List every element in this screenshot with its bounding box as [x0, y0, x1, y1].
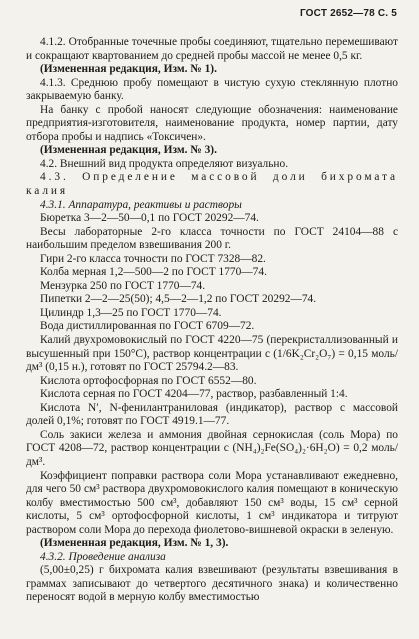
paragraph: Мензурка 250 по ГОСТ 1770—74. — [40, 279, 206, 292]
section-heading: 4.3. Определение массовой доли бихромата калия — [26, 171, 398, 198]
amendment-note: (Измененная редакция, Изм. № 1, 3). — [40, 537, 229, 550]
amendment-note: (Измененная редакция, Изм. № 3). — [40, 144, 217, 157]
paragraph: Калий двухромовокислый по ГОСТ 4220—75 (перекристаллизованный и высушенный при 150°С), раствор концентрации c (1/6K₂Cr₂O₇) = 0,15 моль/дм³ (0,15 н.), готовят по ГОСТ 25794.2—83. — [26, 334, 398, 374]
paragraph: Бюретка 3—2—50—0,1 по ГОСТ 20292—74. — [40, 212, 259, 225]
paragraph: 4.2. Внешний вид продукта определяют визуально. — [40, 157, 289, 170]
paragraph: Весы лабораторные 2-го класса точности по ГОСТ 24104—88 с наибольшим пределом взвешивания 200 г. — [26, 225, 398, 252]
paragraph: Цилиндр 1,3—25 по ГОСТ 1770—74. — [40, 306, 222, 319]
amendment-note: (Измененная редакция, Изм. № 1). — [40, 63, 217, 76]
subsection-heading: 4.3.2. Проведение анализа — [40, 550, 166, 563]
paragraph: Коэффициент поправки раствора соли Мора устанавливают ежедневно, для чего 50 см³ раствора двухромовокислого калия помещают в коническую колбу вместимостью 500 см³, добавляют 150 см³ воды, 15 см³ серной кислоты, 5 см³ ортофосфорной кислоты, 1 см³ индикатора и титруют раствором соли Мора до перехода фиолетово-вишневой окраски в зеленую. — [26, 469, 398, 536]
paragraph: Колба мерная 1,2—500—2 по ГОСТ 1770—74. — [40, 266, 267, 279]
paragraph: 4.1.2. Отобранные точечные пробы соединяют, тщательно перемешивают и сокращают квартованием до средней пробы массой не менее 0,5 кг. — [26, 36, 398, 62]
page-header: ГОСТ 2652—78 С. 5 — [299, 8, 397, 19]
document-body — [26, 36, 398, 605]
paragraph: На банку с пробой наносят следующие обозначения: наименование предприятия-изготовителя, наименование продукта, номер партии, дату отбора пробы и надпись «Токсичен». — [26, 103, 398, 143]
paragraph: 4.1.3. Среднюю пробу помещают в чистую сухую стеклянную плотно закрываемую банку. — [26, 76, 398, 103]
paragraph: Соль закиси железа и аммония двойная сернокислая (соль Мора) по ГОСТ 4208—72, раствор концентрации c (NH₄)₂Fe(SO₄)₂·6H₂O) = 0,2 моль/дм³. — [26, 428, 398, 468]
paragraph: Пипетки 2—2—25(50); 4,5—2—1,2 по ГОСТ 20292—74. — [40, 293, 317, 306]
paragraph: Кислота серная по ГОСТ 4204—77, раствор, разбавленный 1:4. — [40, 388, 348, 401]
paragraph: (5,00±0,25) г бихромата калия взвешивают (результаты взвешивания в граммах записывают до четвертого десятичного знака) и количественно переносят водой в мерную колбу вместимостью — [26, 564, 398, 604]
subsection-heading: 4.3.1. Аппаратура, реактивы и растворы — [40, 198, 242, 211]
paragraph: Кислота N′, N-фенилантраниловая (индикатор), раствор с массовой долей 0,1%; готовят по ГОСТ 4919.1—77. — [26, 401, 398, 428]
paragraph: Гири 2-го класса точности по ГОСТ 7328—82. — [40, 252, 266, 265]
paragraph: Вода дистиллированная по ГОСТ 6709—72. — [40, 320, 255, 333]
paragraph: Кислота ортофосфорная по ГОСТ 6552—80. — [40, 374, 257, 387]
